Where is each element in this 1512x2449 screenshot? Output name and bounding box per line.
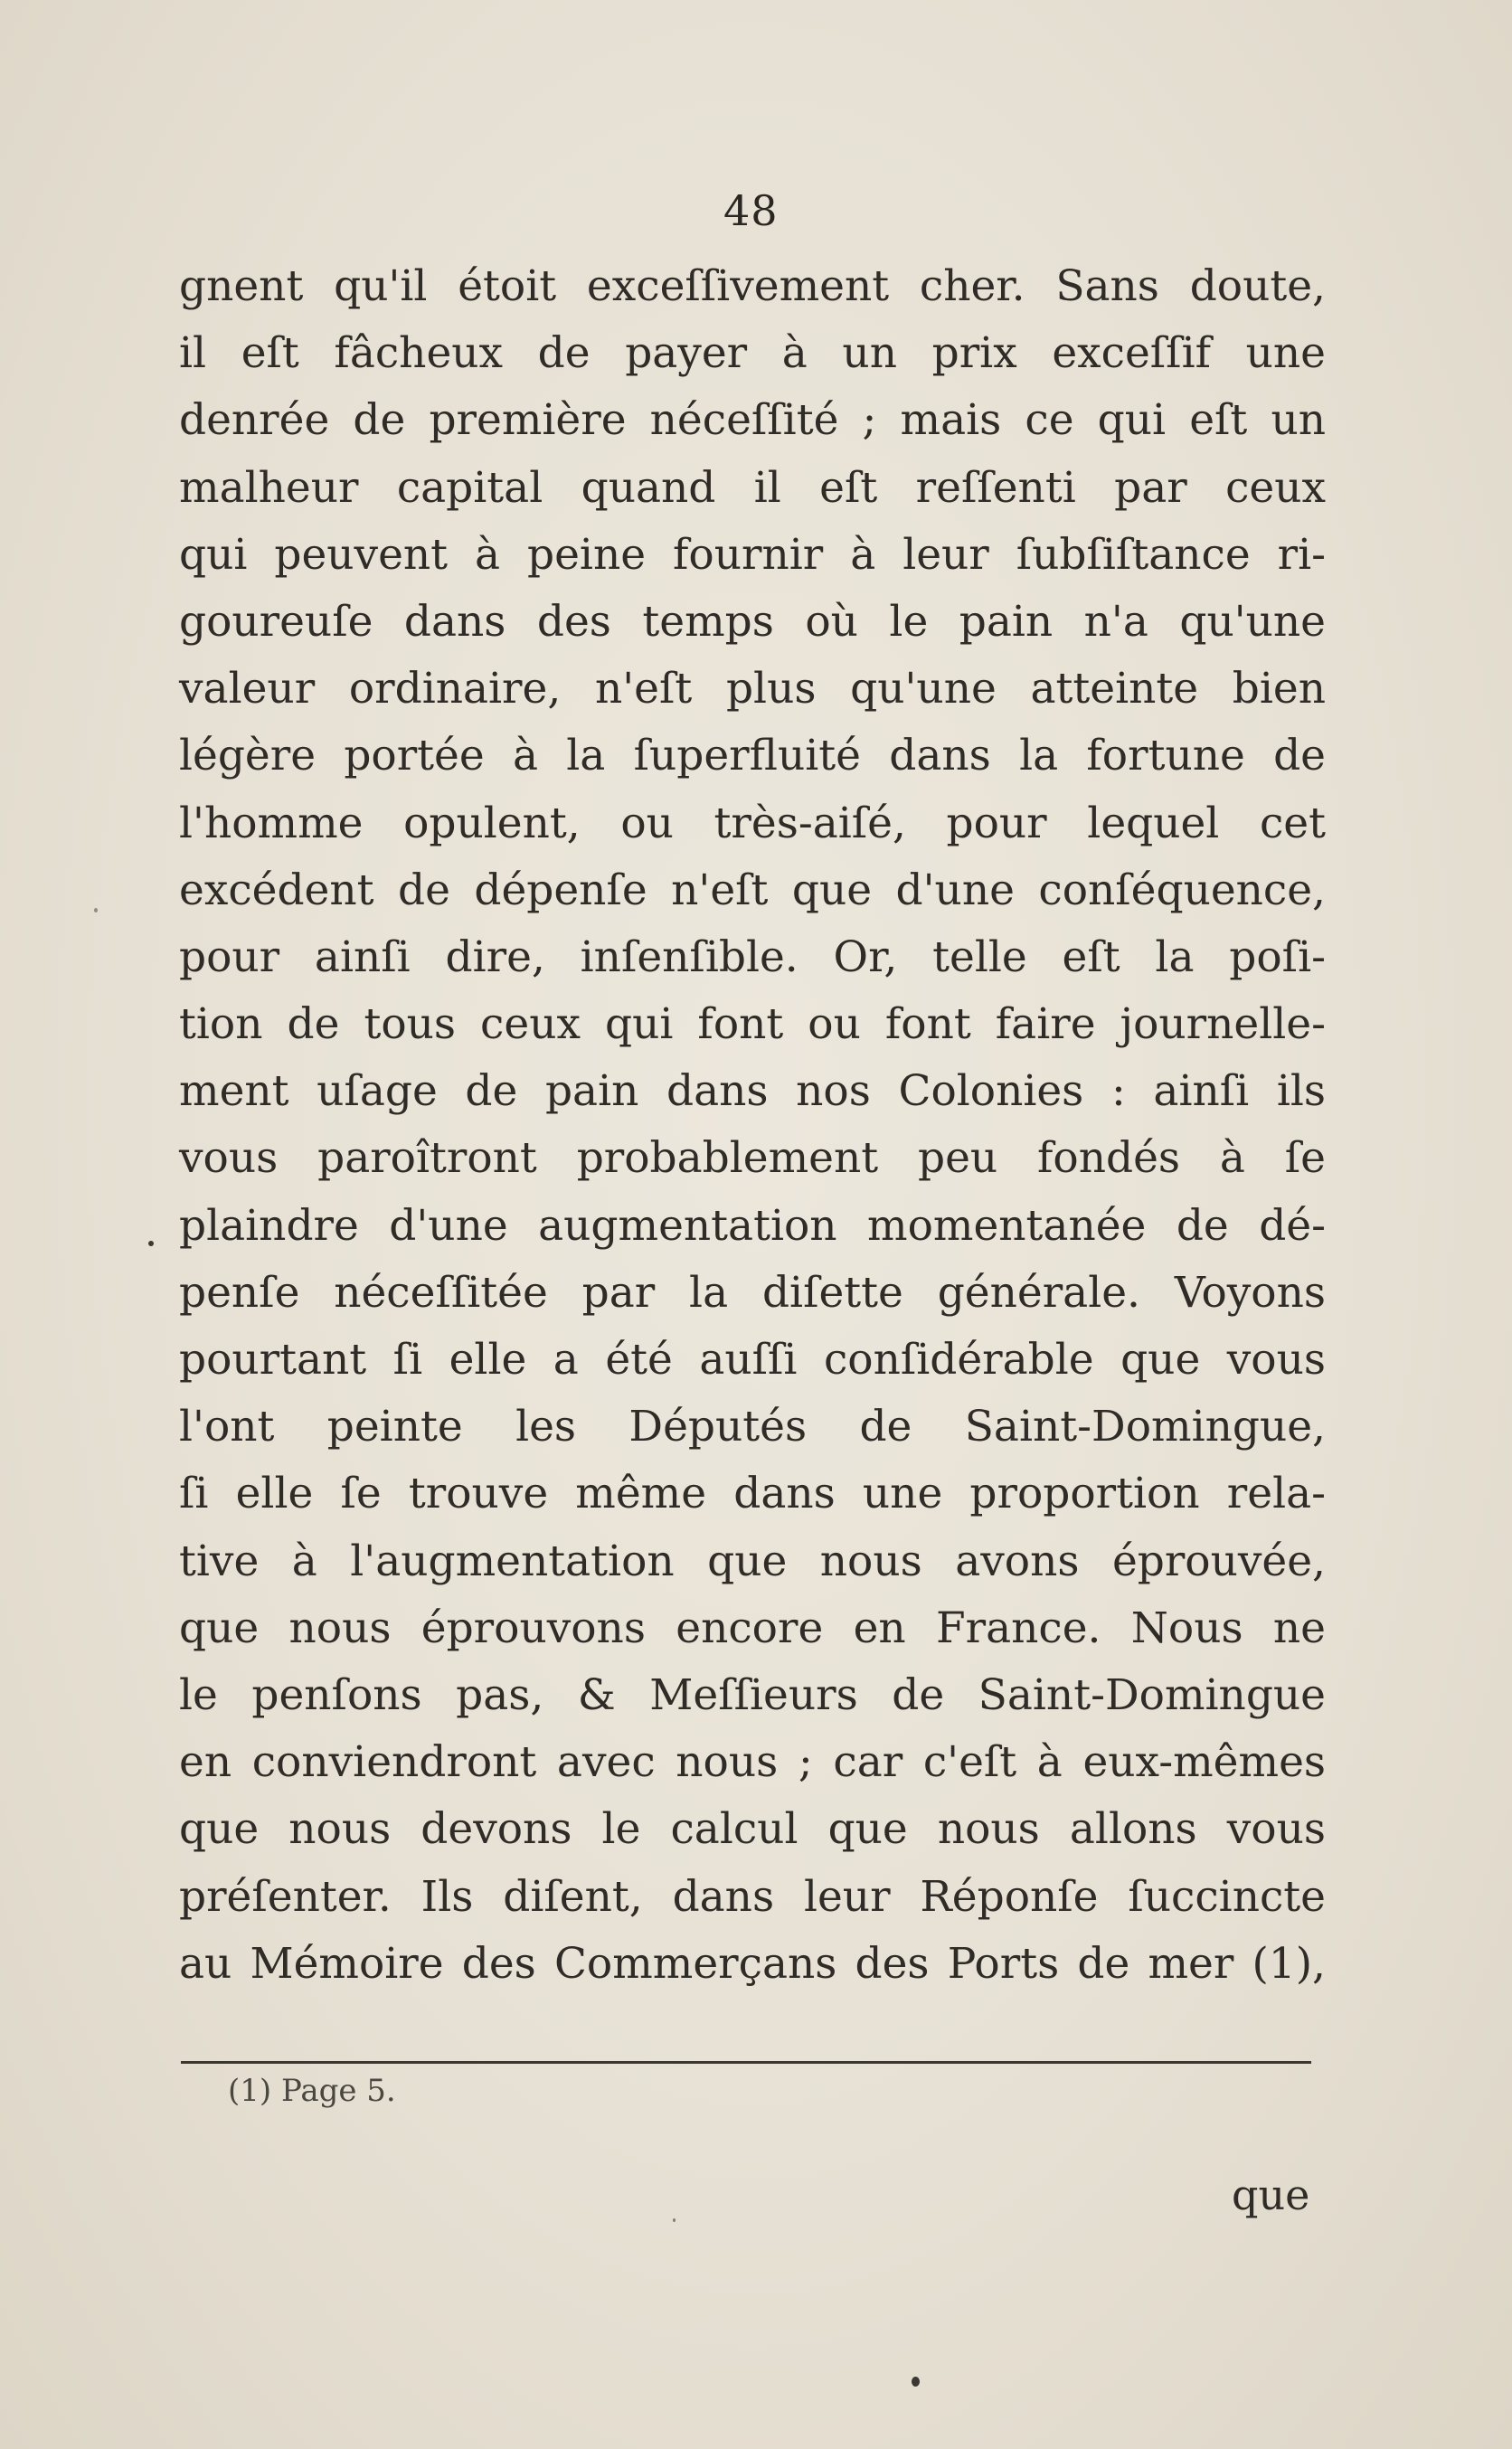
ink-speck	[148, 1241, 154, 1246]
ink-speck	[94, 908, 98, 912]
text-line: goureuſe dans des temps où le pain n'a qu'une	[179, 596, 1326, 647]
text-line: pourtant ſi elle a été auſſi conſidérable que vous	[179, 1335, 1326, 1385]
ink-speck	[673, 2218, 676, 2222]
ink-speck	[912, 2377, 920, 2387]
text-line: le penſons pas, & Meſſieurs de Saint-Domingue	[179, 1669, 1326, 1720]
text-line: malheur capital quand il eſt reſſenti par ceux	[179, 462, 1326, 513]
text-line: tive à l'augmentation que nous avons éprouvée,	[179, 1536, 1326, 1586]
text-line: pour ainſi dire, inſenſible. Or, telle eſt la poſi-	[179, 931, 1326, 982]
text-line: que nous éprouvons encore en France. Nous ne	[179, 1603, 1326, 1653]
text-line: vous paroîtront probablement peu fondés à ſe	[179, 1133, 1326, 1184]
text-line: plaindre d'une augmentation momentanée de dé-	[179, 1200, 1326, 1251]
text-line: excédent de dépenſe n'eſt que d'une conſéquence,	[179, 865, 1326, 915]
text-line: il eſt fâcheux de payer à un prix exceſſif une	[179, 328, 1326, 379]
footnote-rule	[181, 2061, 1311, 2064]
catchword: que	[1232, 2170, 1310, 2219]
text-line: tion de tous ceux qui font ou font faire journelle-	[179, 999, 1326, 1050]
text-line: denrée de première néceſſité ; mais ce qui eſt un	[179, 395, 1326, 446]
text-line: l'ont peinte les Députés de Saint-Domingue,	[179, 1402, 1326, 1452]
body-text	[179, 253, 1326, 1998]
page-number: 48	[723, 186, 779, 235]
text-line: qui peuvent à peine fournir à leur ſubſiſtance ri-	[179, 529, 1326, 580]
text-line: l'homme opulent, ou très-aiſé, pour lequel cet	[179, 798, 1326, 848]
text-line: ment uſage de pain dans nos Colonies : ainſi ils	[179, 1066, 1326, 1117]
text-line: que nous devons le calcul que nous allons vous	[179, 1804, 1326, 1855]
text-line: valeur ordinaire, n'eſt plus qu'une atteinte bien	[179, 664, 1326, 714]
text-line: ſi elle ſe trouve même dans une proportion rela-	[179, 1469, 1326, 1519]
text-line: légère portée à la ſuperfluité dans la fortune de	[179, 731, 1326, 781]
text-line: gnent qu'il étoit exceſſivement cher. Sans doute,	[179, 261, 1326, 311]
text-line: préſenter. Ils diſent, dans leur Réponſe ſuccincte	[179, 1871, 1326, 1922]
text-line: penſe néceſſitée par la diſette générale. Voyons	[179, 1267, 1326, 1318]
footnote: (1) Page 5.	[228, 2073, 396, 2109]
text-line: en conviendront avec nous ; car c'eſt à eux-mêmes	[179, 1737, 1326, 1788]
text-line: au Mémoire des Commerçans des Ports de mer (1),	[179, 1938, 1326, 1989]
